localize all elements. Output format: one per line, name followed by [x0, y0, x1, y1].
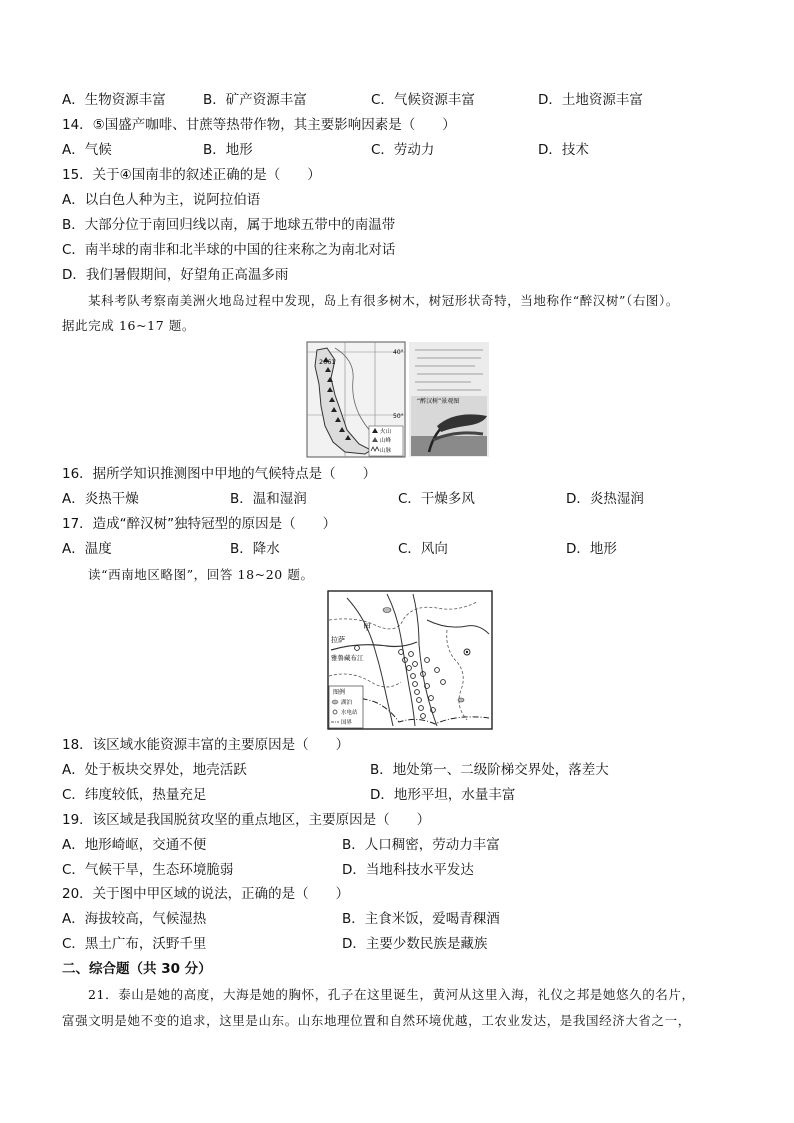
map-legend-lake: 湖泊: [341, 700, 353, 706]
q14-options: [62, 140, 762, 160]
figure-southwest-map: [327, 590, 493, 730]
q19-option-c: C．气候干旱，生态环境脆弱: [62, 862, 234, 878]
map-legend-border: 国界: [341, 720, 353, 726]
map-label-yarlung: 雅鲁藏布江: [331, 654, 364, 662]
q19-stem: 19．该区域是我国脱贫攻坚的重点地区，主要原因是（ ）: [62, 812, 431, 828]
intro-16-17-line2: 据此完成 16~17 题。: [62, 318, 196, 333]
q18-options-row1: [62, 760, 762, 780]
q16-options: [62, 489, 762, 509]
q20-options-row2: [62, 934, 762, 954]
q20-options-row1: [62, 909, 762, 929]
q17-option-c: C．风向: [398, 541, 448, 557]
elevation-label: 2661: [319, 358, 336, 366]
q16-option-b: B．温和湿润: [230, 491, 307, 507]
legend-range: 山脉: [380, 448, 392, 454]
q17-options: [62, 539, 762, 559]
q14-option-d: D．技术: [538, 142, 589, 158]
q13-option-d: D．土地资源丰富: [538, 92, 643, 108]
q19-option-d: D．当地科技水平发达: [342, 862, 474, 878]
q18-option-d: D．地形平坦，水量丰富: [370, 787, 516, 803]
q13-option-c: C．气候资源丰富: [371, 92, 475, 108]
q14-option-b: B．地形: [203, 142, 253, 158]
q15-option-c: C．南半球的南非和北半球的中国的往来称之为南北对话: [62, 242, 396, 258]
q15-option-d: D．我们暑假期间，好望角正高温多雨: [62, 267, 289, 283]
q20-stem: 20．关于图中甲区域的说法，正确的是（ ）: [62, 886, 350, 902]
q17-option-d: D．地形: [566, 541, 617, 557]
figure-tierra-del-fuego-map: [305, 340, 491, 460]
q20-option-b: B．主食米饭，爱喝青稞酒: [342, 911, 500, 927]
q14-option-c: C．劳动力: [371, 142, 435, 158]
map-label-jia: 甲: [363, 623, 371, 632]
q13-option-b: B．矿产资源丰富: [203, 92, 307, 108]
q19-options-row1: [62, 835, 762, 855]
q20-option-a: A．海拔较高，气候湿热: [62, 911, 207, 927]
q15-option-b: B．大部分位于南回归线以南，属于地球五带中的南温带: [62, 217, 396, 233]
q18-options-row2: [62, 785, 762, 805]
q14-option-a: A．气候: [62, 142, 112, 158]
q18-stem: 18．该区域水能资源丰富的主要原因是（ ）: [62, 737, 350, 753]
legend-peak: 山峰: [380, 438, 392, 444]
intro-18-20: 读“西南地区略图”，回答 18~20 题。: [88, 567, 314, 582]
q20-option-c: C．黑土广布，沃野千里: [62, 936, 207, 952]
q19-options-row2: [62, 860, 762, 880]
q18-option-b: B．地处第一、二级阶梯交界处，落差大: [370, 762, 609, 778]
q14-stem: 14．⑤国盛产咖啡、甘蔗等热带作物，其主要影响因素是（ ）: [62, 117, 456, 133]
q16-stem: 16．据所学知识推测图中甲地的气候特点是（ ）: [62, 466, 377, 482]
map-label-lhasa: 拉萨: [331, 636, 345, 644]
q16-option-d: D．炎热湿润: [566, 491, 644, 507]
q16-option-a: A．炎热干燥: [62, 491, 139, 507]
figure-tierra-del-fuego: [305, 340, 491, 460]
section-2-title: 二、综合题（共 30 分）: [62, 961, 212, 977]
q13-option-a: A．生物资源丰富: [62, 92, 166, 108]
legend-volcano: 火山: [380, 429, 392, 435]
q20-option-d: D．主要少数民族是藏族: [342, 936, 488, 952]
intro-16-17-line1: 某科考队考察南美洲火地岛过程中发现，岛上有很多树木，树冠形状奇特，当地称作“醉汉树”（右图）。: [88, 293, 679, 308]
map-legend-station: 水电站: [341, 710, 358, 716]
latitude-bottom-label: 50°: [393, 413, 404, 420]
latitude-top-label: 40°: [393, 349, 404, 356]
q17-stem: 17．造成“醉汉树”独特冠型的原因是（ ）: [62, 516, 337, 532]
q21-line2: 富强文明是她不变的追求，这里是山东。山东地理位置和自然环境优越，工农业发达，是我国经济大省之一，: [62, 1013, 691, 1028]
q18-option-a: A．处于板块交界处，地壳活跃: [62, 762, 247, 778]
q17-option-b: B．降水: [230, 541, 280, 557]
q18-option-c: C．纬度较低，热量充足: [62, 787, 207, 803]
q17-option-a: A．温度: [62, 541, 112, 557]
q21-line1: 21．泰山是她的高度，大海是她的胸怀，孔子在这里诞生，黄河从这里入海，礼仪之邦是她悠久的名片，: [88, 987, 695, 1002]
q19-option-a: A．地形崎岖，交通不便: [62, 837, 207, 853]
q19-option-b: B．人口稠密，劳动力丰富: [342, 837, 500, 853]
q15-option-a: A．以白色人种为主，说阿拉伯语: [62, 192, 261, 208]
map-legend-title: 图例: [333, 689, 346, 696]
figure-southwest-map-svg: [327, 590, 493, 730]
q13-options: [62, 90, 762, 110]
q15-stem: 15．关于④国南非的叙述正确的是（ ）: [62, 167, 321, 183]
photo-caption: “醉汉树”景观图: [417, 398, 460, 405]
q16-option-c: C．干燥多风: [398, 491, 475, 507]
